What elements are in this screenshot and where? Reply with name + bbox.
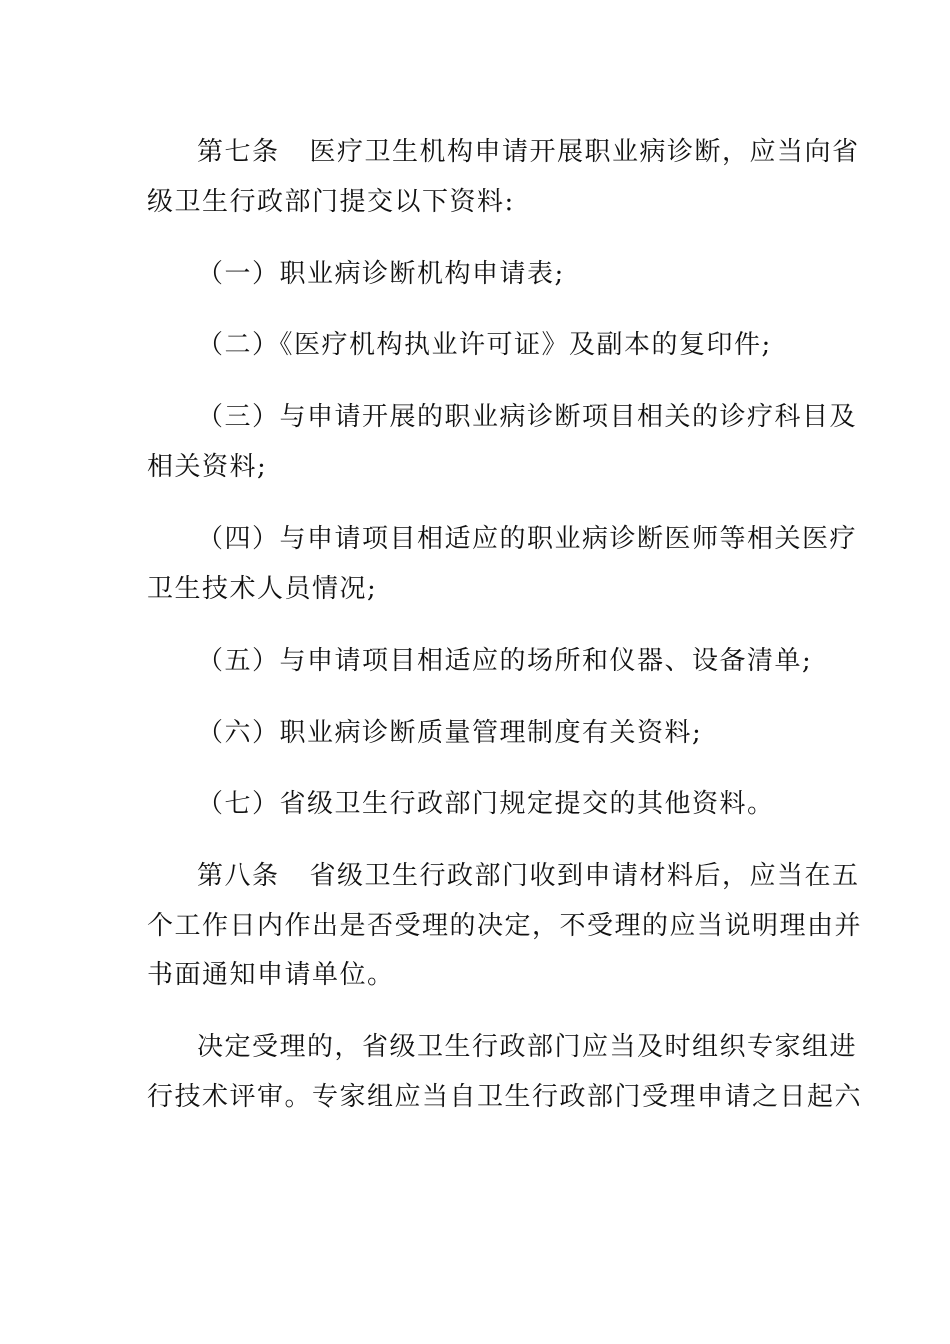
paragraph-line-1: 决定受理的，省级卫生行政部门应当及时组织专家组进 [197,1032,858,1062]
article-8-text: 省级卫生行政部门收到申请材料后，应当在五 [309,861,860,891]
item-3-line-1: （三）与申请开展的职业病诊断项目相关的诊疗科目及 [197,402,858,432]
article-8-label: 第八条 [197,861,280,891]
item-1: （一）职业病诊断机构申请表; [197,259,565,289]
article-7-line-2: 级卫生行政部门提交以下资料: [147,187,515,217]
item-6: （六）职业病诊断质量管理制度有关资料; [197,718,703,748]
paragraph-line-2: 行技术评审。专家组应当自卫生行政部门受理申请之日起六 [147,1082,863,1112]
article-8-line-3: 书面通知申请单位。 [147,960,395,990]
item-7: （七）省级卫生行政部门规定提交的其他资料。 [197,789,775,819]
item-4-line-2: 卫生技术人员情况; [147,574,378,604]
article-7-text: 医疗卫生机构申请开展职业病诊断，应当向省 [309,137,860,167]
article-7-label: 第七条 [197,137,280,167]
article-8-line-1 [197,859,877,893]
article-8-line-2: 个工作日内作出是否受理的决定，不受理的应当说明理由并 [147,911,863,941]
item-4-line-1: （四）与申请项目相适应的职业病诊断医师等相关医疗 [197,524,858,554]
item-3-line-2: 相关资料; [147,452,268,482]
item-2: （二）《医疗机构执业许可证》及副本的复印件; [197,330,772,360]
article-7-line-1 [197,135,877,169]
item-5: （五）与申请项目相适应的场所和仪器、设备清单; [197,646,813,676]
